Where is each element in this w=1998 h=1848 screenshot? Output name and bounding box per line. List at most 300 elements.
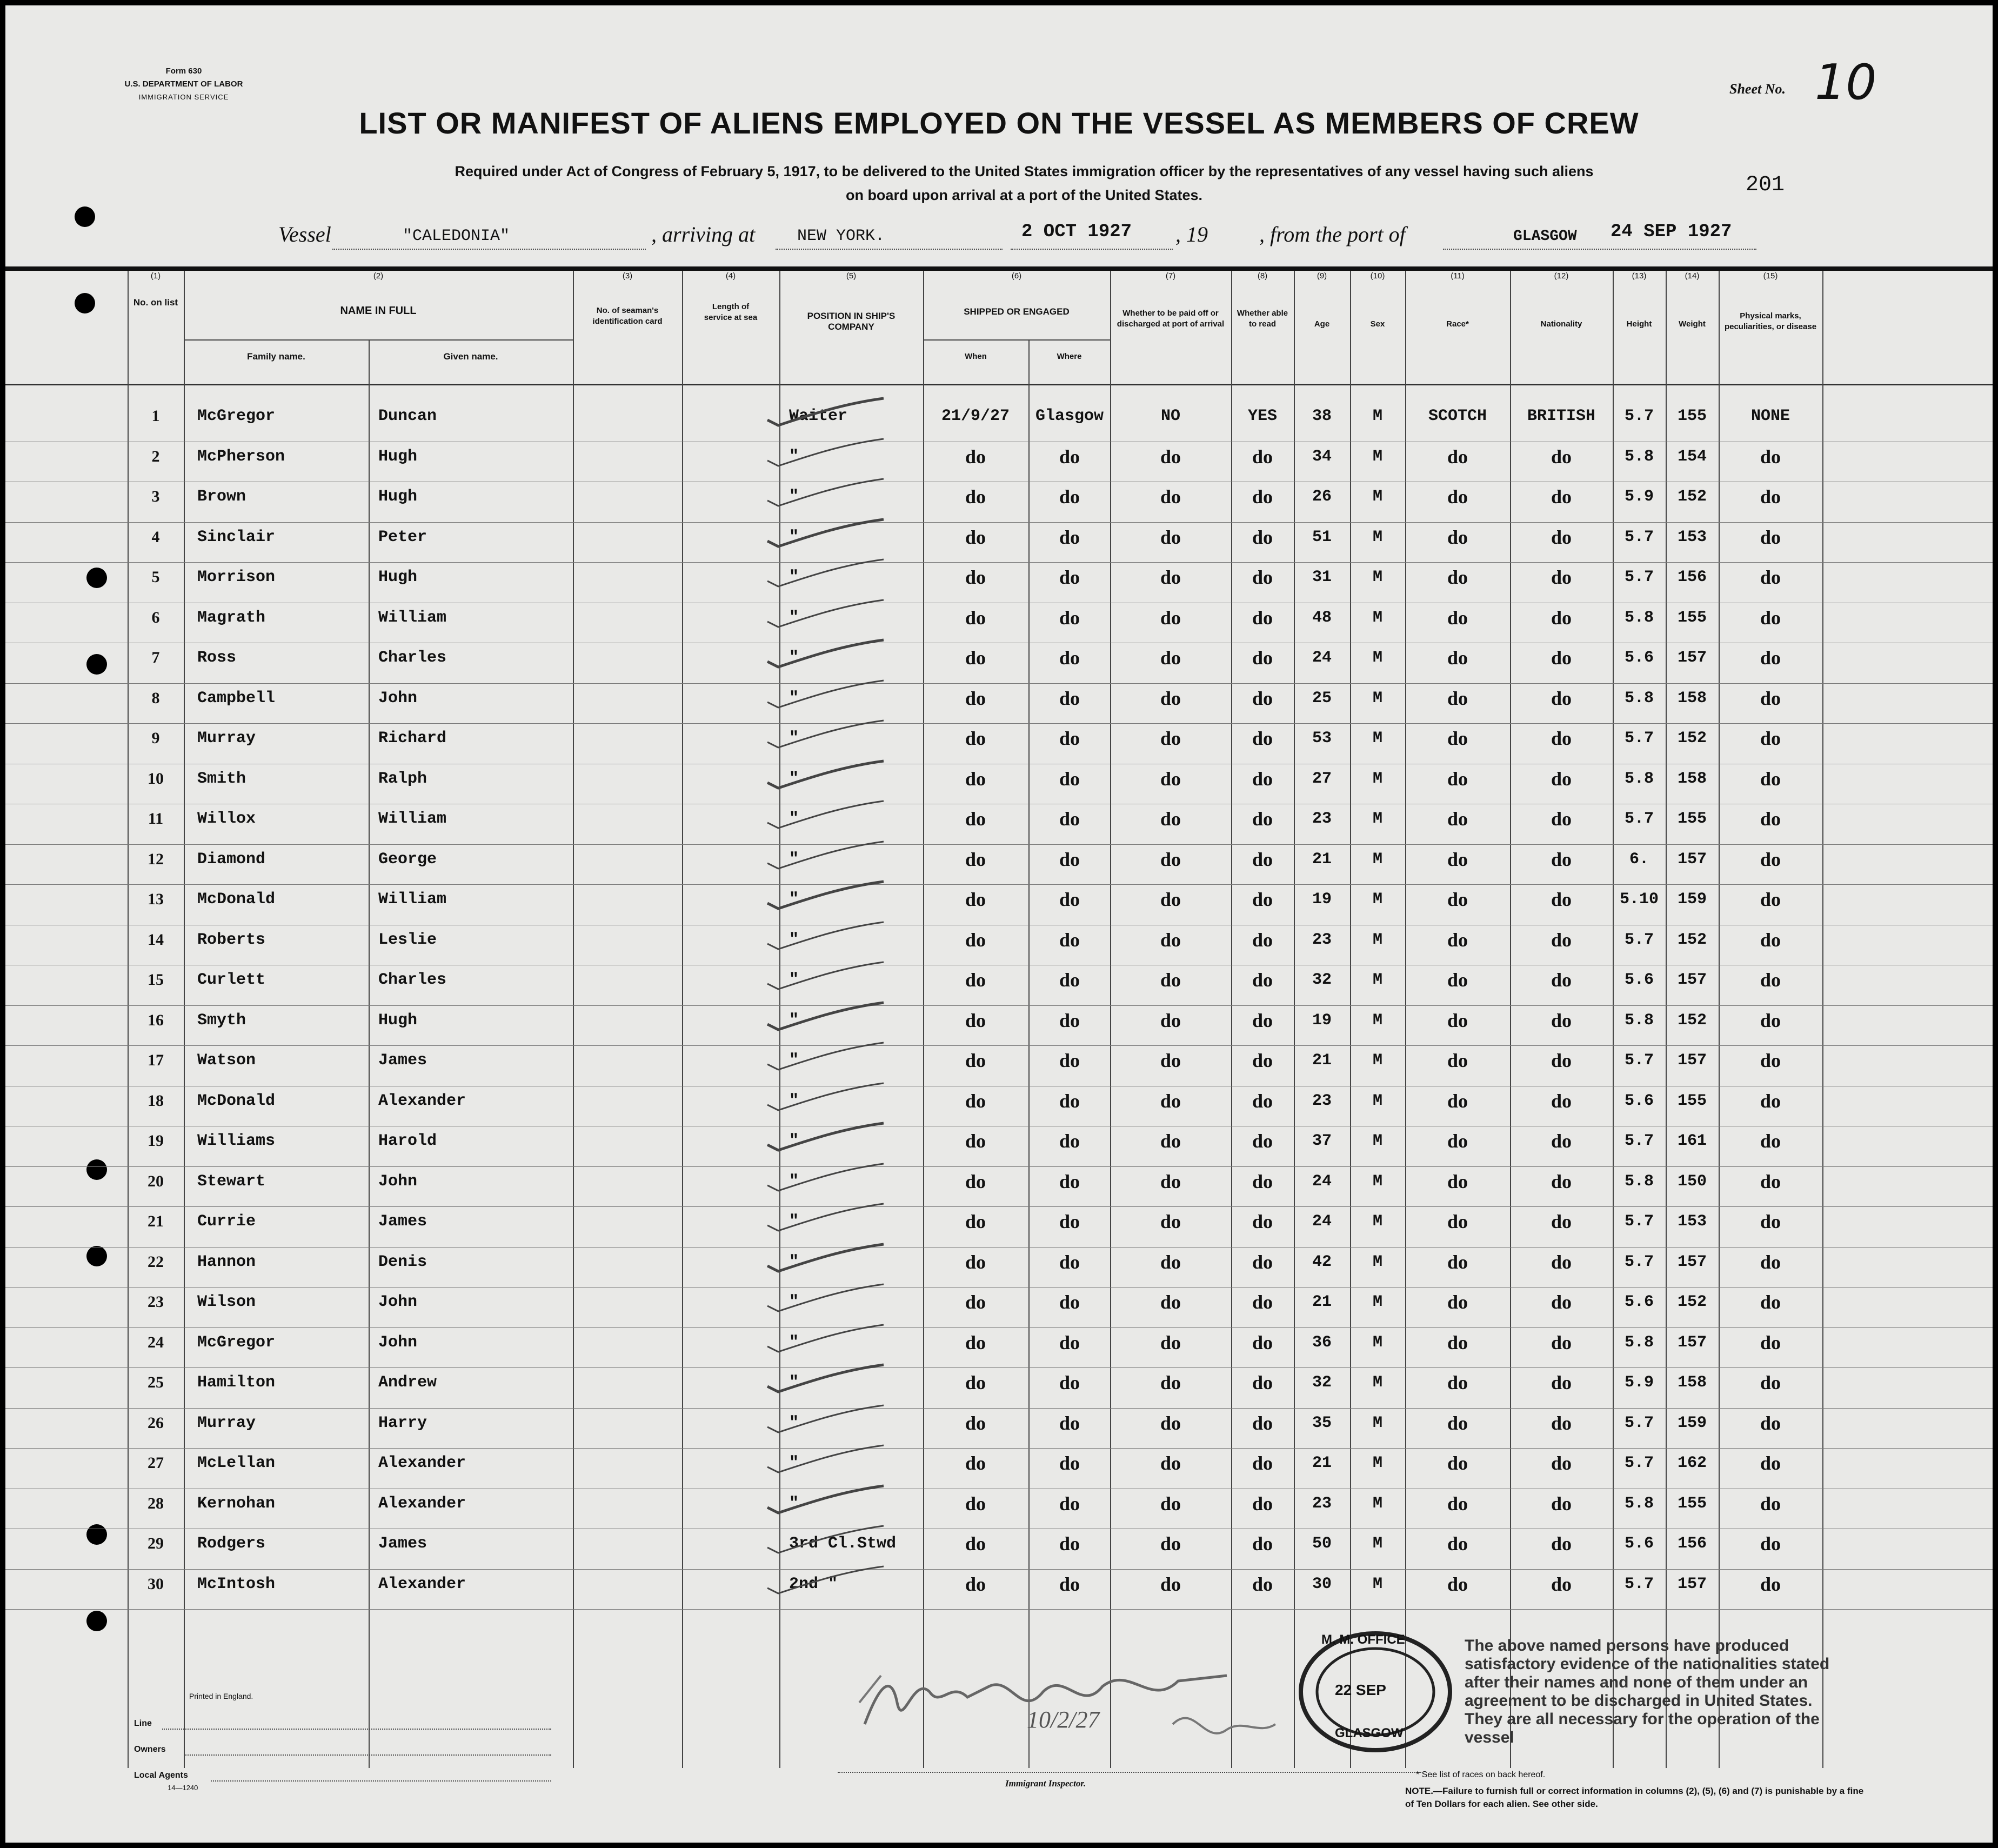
cell-height: 5.8: [1624, 1172, 1654, 1191]
pencil-check-icon: [762, 1403, 886, 1435]
cell-no: 2: [151, 447, 160, 465]
cell-position: ": [789, 1051, 799, 1070]
header-length-service: Length of service at sea: [704, 302, 758, 322]
cell-when: do: [965, 1412, 986, 1434]
line-field: [162, 1729, 551, 1730]
cell-marks: do: [1760, 687, 1781, 709]
cell-weight: 157: [1677, 1051, 1707, 1070]
cell-marks: do: [1760, 848, 1781, 870]
arriving-label: , arriving at: [651, 222, 756, 246]
pencil-check-icon: [762, 959, 886, 992]
cell-weight: 159: [1677, 1413, 1707, 1432]
cell-paid: do: [1160, 1291, 1181, 1313]
cell-when: do: [965, 768, 986, 790]
cell-marks: do: [1760, 1009, 1781, 1031]
cell-marks: do: [1760, 1573, 1781, 1595]
cell-height: 5.7: [1624, 528, 1654, 546]
cell-paid: NO: [1160, 407, 1180, 425]
pencil-check-icon: [762, 1201, 886, 1233]
cell-given: Charles: [378, 649, 447, 667]
cell-height: 5.7: [1624, 1413, 1654, 1432]
cell-paid: do: [1160, 526, 1181, 548]
cell-where: do: [1059, 1251, 1080, 1273]
cell-nationality: do: [1551, 889, 1572, 910]
cell-family: Curlett: [197, 971, 266, 989]
cell-weight: 158: [1677, 1373, 1707, 1392]
header-height: Height: [1626, 319, 1652, 329]
cell-no: 8: [151, 689, 160, 707]
cell-height: 5.7: [1624, 930, 1654, 949]
from-port-label: , from the port of: [1259, 222, 1406, 246]
cell-read: do: [1252, 929, 1273, 951]
cell-nationality: do: [1551, 1251, 1572, 1273]
row-rule: [5, 1609, 1993, 1610]
owners-label: Owners: [134, 1745, 166, 1754]
header-age: Age: [1314, 319, 1330, 329]
cell-family: McDonald: [197, 890, 276, 909]
cell-family: Hamilton: [197, 1373, 276, 1392]
header-given-name: Given name.: [443, 351, 498, 362]
pencil-check-icon: [762, 436, 886, 469]
cell-weight: 153: [1677, 1212, 1707, 1231]
pencil-check-icon: [762, 1523, 886, 1556]
cell-position: ": [789, 1132, 799, 1150]
cell-read: do: [1252, 486, 1273, 508]
cell-marks: do: [1760, 1452, 1781, 1474]
cell-sex: M: [1372, 608, 1382, 627]
cell-when: do: [965, 1009, 986, 1031]
cell-age: 42: [1312, 1252, 1332, 1271]
pencil-check-icon: [762, 678, 886, 710]
cell-race: do: [1447, 687, 1468, 709]
cell-where: Glasgow: [1035, 407, 1104, 425]
row-rule: [5, 1045, 1993, 1046]
cell-age: 19: [1312, 1011, 1332, 1030]
cell-where: do: [1059, 566, 1080, 588]
pencil-check-icon: [762, 758, 886, 791]
cell-paid: do: [1160, 969, 1181, 991]
cell-height: 5.7: [1624, 729, 1654, 748]
col-num-11: (11): [1451, 271, 1465, 281]
cell-where: do: [1059, 1372, 1080, 1393]
cell-weight: 157: [1677, 1575, 1707, 1593]
cell-race: do: [1447, 929, 1468, 951]
cell-sex: M: [1372, 1535, 1382, 1553]
cell-given: Harold: [378, 1132, 437, 1150]
cell-read: do: [1252, 728, 1273, 749]
cell-family: Sinclair: [197, 528, 276, 546]
year-label: , 19: [1175, 222, 1208, 246]
cell-paid: do: [1160, 647, 1181, 669]
cell-paid: do: [1160, 1211, 1181, 1232]
arrival-date: 2 OCT 1927: [1021, 222, 1132, 242]
cell-paid: do: [1160, 1412, 1181, 1434]
cell-read: do: [1252, 808, 1273, 830]
form-header: [86, 65, 281, 104]
cell-sex: M: [1372, 1373, 1382, 1392]
cell-when: do: [965, 687, 986, 709]
punch-hole: [86, 654, 107, 675]
cell-where: do: [1059, 445, 1080, 468]
cell-weight: 156: [1677, 1535, 1707, 1553]
cell-given: John: [378, 1172, 418, 1191]
cell-family: Smyth: [197, 1011, 246, 1030]
cell-marks: do: [1760, 1331, 1781, 1353]
cell-weight: 152: [1677, 729, 1707, 748]
cell-no: 1: [151, 407, 160, 425]
header-seaman-card: No. of seaman's identification card: [592, 306, 663, 326]
cell-marks: do: [1760, 1372, 1781, 1393]
cell-position: ": [789, 1091, 799, 1110]
cell-where: do: [1059, 1009, 1080, 1031]
cell-race: do: [1447, 1412, 1468, 1434]
cell-position: ": [789, 930, 799, 949]
cell-given: Denis: [378, 1252, 427, 1271]
cell-read: do: [1252, 1412, 1273, 1434]
vessel-name: "CALEDONIA": [403, 227, 510, 245]
cell-age: 32: [1312, 1373, 1332, 1392]
cell-marks: do: [1760, 1492, 1781, 1515]
cell-sex: M: [1372, 1051, 1382, 1070]
cell-when: do: [965, 808, 986, 830]
row-rule: [5, 884, 1993, 885]
cell-sex: M: [1372, 769, 1382, 788]
cell-read: do: [1252, 1170, 1273, 1192]
cell-height: 5.9: [1624, 488, 1654, 506]
cell-weight: 152: [1677, 488, 1707, 506]
cell-age: 23: [1312, 1494, 1332, 1513]
cell-position: ": [789, 1454, 799, 1472]
cell-family: Ross: [197, 649, 237, 667]
pencil-check-icon: [762, 1080, 886, 1113]
cell-age: 32: [1312, 971, 1332, 989]
cell-read: do: [1252, 1130, 1273, 1152]
col-divider: [1822, 271, 1823, 1768]
cell-paid: do: [1160, 606, 1181, 629]
cell-race: do: [1447, 566, 1468, 588]
cell-position: ": [789, 649, 799, 667]
cell-paid: do: [1160, 808, 1181, 830]
cell-read: do: [1252, 1009, 1273, 1031]
cell-when: do: [965, 526, 986, 548]
cell-sex: M: [1372, 1575, 1382, 1593]
header-position: POSITION IN SHIP'S COMPANY: [807, 311, 896, 332]
cell-nationality: do: [1551, 566, 1572, 588]
cell-age: 19: [1312, 890, 1332, 909]
date-dots: [1011, 249, 1173, 250]
cell-race: do: [1447, 808, 1468, 830]
col-num-1: (1): [150, 271, 161, 281]
cell-age: 25: [1312, 689, 1332, 708]
cell-marks: do: [1760, 606, 1781, 629]
row-rule: [5, 1448, 1993, 1449]
cell-nationality: do: [1551, 1130, 1572, 1152]
cell-nationality: do: [1551, 606, 1572, 629]
pencil-check-icon: [762, 597, 886, 630]
cell-given: Alexander: [378, 1454, 466, 1472]
cell-height: 5.7: [1624, 568, 1654, 586]
pencil-check-icon: [762, 476, 886, 509]
pencil-check-icon: [762, 396, 886, 428]
cell-nationality: do: [1551, 1573, 1572, 1595]
cell-age: 36: [1312, 1333, 1332, 1352]
cell-sex: M: [1372, 689, 1382, 708]
cell-nationality: do: [1551, 1533, 1572, 1555]
col-num-3: (3): [622, 271, 633, 281]
arrival-dots: [776, 249, 1003, 250]
cell-given: James: [378, 1212, 427, 1231]
cell-weight: 152: [1677, 1011, 1707, 1030]
cell-sex: M: [1372, 729, 1382, 748]
cell-height: 5.7: [1624, 1454, 1654, 1472]
cell-sex: M: [1372, 1333, 1382, 1352]
cell-when: do: [965, 1452, 986, 1474]
pencil-check-icon: [762, 1282, 886, 1314]
cell-age: 30: [1312, 1575, 1332, 1593]
cell-marks: do: [1760, 929, 1781, 951]
cell-nationality: do: [1551, 1331, 1572, 1353]
cell-sex: M: [1372, 890, 1382, 909]
cell-when: do: [965, 1050, 986, 1071]
cell-paid: do: [1160, 728, 1181, 749]
signature-date: 10/2/27: [1027, 1706, 1100, 1733]
header-race: Race*: [1446, 319, 1469, 329]
cell-family: McGregor: [197, 1333, 276, 1352]
cell-read: do: [1252, 1492, 1273, 1515]
cell-age: 23: [1312, 930, 1332, 949]
vessel-dots: [332, 249, 646, 250]
header-when: When: [965, 352, 987, 361]
cell-paid: do: [1160, 1170, 1181, 1192]
cell-family: Willox: [197, 810, 256, 828]
cell-no: 19: [148, 1132, 164, 1150]
cell-age: 21: [1312, 1051, 1332, 1070]
race-note: * See list of races on back hereof.: [1416, 1770, 1546, 1779]
cell-height: 5.8: [1624, 689, 1654, 708]
cell-marks: do: [1760, 1251, 1781, 1273]
cell-read: do: [1252, 848, 1273, 870]
cell-race: do: [1447, 1372, 1468, 1393]
cell-read: do: [1252, 1251, 1273, 1273]
cell-race: do: [1447, 1573, 1468, 1595]
cell-family: McPherson: [197, 447, 285, 466]
cell-marks: do: [1760, 647, 1781, 669]
header-paid-off: Whether to be paid off or discharged at port of arrival: [1117, 309, 1225, 329]
cell-given: Peter: [378, 528, 427, 546]
cell-paid: do: [1160, 1050, 1181, 1071]
pencil-check-icon: [762, 798, 886, 831]
cell-paid: do: [1160, 1090, 1181, 1112]
cell-where: do: [1059, 969, 1080, 991]
cell-height: 5.7: [1624, 1132, 1654, 1150]
cell-weight: 155: [1677, 407, 1707, 425]
header-bottom-rule: [5, 384, 1993, 385]
subtitle-line-1: Required under Act of Congress of February 5, 1917, to be delivered to the United States immigration officer by the representatives of any vessel having such aliens: [455, 163, 1594, 179]
cell-when: do: [965, 1251, 986, 1273]
cell-sex: M: [1372, 1454, 1382, 1472]
cell-sex: M: [1372, 1293, 1382, 1311]
cell-where: do: [1059, 1573, 1080, 1595]
row-rule: [5, 1206, 1993, 1207]
cell-paid: do: [1160, 1251, 1181, 1273]
cell-read: do: [1252, 1452, 1273, 1474]
cell-paid: do: [1160, 1573, 1181, 1595]
punch-hole: [86, 1524, 107, 1545]
header-sex: Sex: [1370, 319, 1385, 329]
cell-height: 5.8: [1624, 447, 1654, 466]
cell-marks: do: [1760, 889, 1781, 910]
cell-weight: 154: [1677, 447, 1707, 466]
cell-paid: do: [1160, 486, 1181, 508]
cell-paid: do: [1160, 566, 1181, 588]
cell-marks: do: [1760, 1533, 1781, 1555]
cell-paid: do: [1160, 929, 1181, 951]
cell-where: do: [1059, 647, 1080, 669]
cell-no: 27: [148, 1454, 164, 1472]
cell-nationality: do: [1551, 1050, 1572, 1071]
cell-when: do: [965, 848, 986, 870]
cell-weight: 157: [1677, 850, 1707, 869]
cell-family: Williams: [197, 1132, 276, 1150]
cell-position: Waiter: [789, 407, 848, 425]
cell-where: do: [1059, 1090, 1080, 1112]
cell-given: Leslie: [378, 930, 437, 949]
cell-weight: 162: [1677, 1454, 1707, 1472]
cell-read: do: [1252, 1090, 1273, 1112]
col-num-14: (14): [1685, 271, 1700, 281]
row-rule: [5, 1408, 1993, 1409]
cell-weight: 153: [1677, 528, 1707, 546]
cell-height: 5.6: [1624, 1091, 1654, 1110]
cell-position: ": [789, 810, 799, 828]
cell-where: do: [1059, 1412, 1080, 1434]
sheet-label: Sheet No.: [1729, 81, 1786, 97]
cell-when: do: [965, 1291, 986, 1313]
agents-code: 14—1240: [168, 1784, 198, 1792]
cell-given: Hugh: [378, 1011, 418, 1030]
cell-given: Charles: [378, 971, 447, 989]
cell-nationality: do: [1551, 1291, 1572, 1313]
cell-read: YES: [1247, 407, 1277, 425]
cell-family: Wilson: [197, 1293, 256, 1311]
cell-paid: do: [1160, 1372, 1181, 1393]
cell-position: ": [789, 1252, 799, 1271]
cell-nationality: do: [1551, 1009, 1572, 1031]
cell-when: do: [965, 889, 986, 910]
col-num-15: (15): [1763, 271, 1778, 281]
cell-nationality: do: [1551, 647, 1572, 669]
cell-given: John: [378, 1293, 418, 1311]
cell-sex: M: [1372, 1212, 1382, 1231]
cell-when: do: [965, 1331, 986, 1353]
row-rule: [5, 1327, 1993, 1328]
cell-family: Murray: [197, 729, 256, 748]
cell-when: do: [965, 647, 986, 669]
cell-no: 18: [148, 1091, 164, 1110]
cell-read: do: [1252, 647, 1273, 669]
cell-nationality: do: [1551, 526, 1572, 548]
shipped-subheader-rule: [923, 339, 1110, 341]
cell-family: Morrison: [197, 568, 276, 586]
cell-height: 5.8: [1624, 1333, 1654, 1352]
cell-given: Ralph: [378, 769, 427, 788]
cell-when: do: [965, 929, 986, 951]
cell-paid: do: [1160, 848, 1181, 870]
pencil-check-icon: [762, 1322, 886, 1355]
cell-given: George: [378, 850, 437, 869]
row-rule: [5, 1005, 1993, 1006]
cell-family: McDonald: [197, 1091, 276, 1110]
cell-nationality: do: [1551, 768, 1572, 790]
cell-family: Diamond: [197, 850, 266, 869]
inspector-signature: [848, 1643, 1292, 1767]
cell-height: 5.8: [1624, 1011, 1654, 1030]
pencil-check-icon: [762, 557, 886, 589]
cell-no: 20: [148, 1172, 164, 1190]
cell-height: 5.6: [1624, 649, 1654, 667]
cell-race: do: [1447, 1090, 1468, 1112]
cell-family: Roberts: [197, 930, 266, 949]
cell-nationality: do: [1551, 808, 1572, 830]
punch-hole: [75, 293, 95, 313]
cell-family: Rodgers: [197, 1535, 266, 1553]
cell-marks: do: [1760, 1170, 1781, 1192]
cell-family: Currie: [197, 1212, 256, 1231]
cell-when: do: [965, 969, 986, 991]
row-rule: [5, 562, 1993, 563]
header-name-in-full: NAME IN FULL: [340, 305, 417, 317]
pencil-check-icon: [762, 1242, 886, 1274]
cell-where: do: [1059, 1452, 1080, 1474]
cell-age: 24: [1312, 649, 1332, 667]
cell-read: do: [1252, 566, 1273, 588]
punch-hole: [86, 568, 107, 588]
cell-sex: M: [1372, 1172, 1382, 1191]
form-number: Form 630: [165, 66, 202, 76]
sheet-number: 10: [1815, 54, 1877, 111]
header-family-name: Family name.: [247, 351, 305, 362]
cell-given: Hugh: [378, 488, 418, 506]
departure-date: 24 SEP 1927: [1611, 222, 1732, 242]
pencil-check-icon: [762, 919, 886, 952]
cell-height: 5.7: [1624, 1051, 1654, 1070]
cell-where: do: [1059, 486, 1080, 508]
punch-hole: [86, 1611, 107, 1631]
cell-paid: do: [1160, 1452, 1181, 1474]
pencil-check-icon: [762, 637, 886, 670]
cell-nationality: do: [1551, 969, 1572, 991]
cell-weight: 155: [1677, 1494, 1707, 1513]
cell-age: 34: [1312, 447, 1332, 466]
cell-read: do: [1252, 1533, 1273, 1555]
cell-race: do: [1447, 1251, 1468, 1273]
cell-weight: 157: [1677, 1252, 1707, 1271]
cell-family: Watson: [197, 1051, 256, 1070]
header-where: Where: [1057, 352, 1082, 361]
cell-position: ": [789, 890, 799, 909]
header-nationality: Nationality: [1540, 319, 1582, 329]
cell-given: Alexander: [378, 1494, 466, 1513]
cell-position: ": [789, 568, 799, 586]
cell-no: 7: [151, 649, 160, 666]
cell-sex: M: [1372, 1494, 1382, 1513]
cell-read: do: [1252, 687, 1273, 709]
cell-weight: 152: [1677, 930, 1707, 949]
cell-age: 26: [1312, 488, 1332, 506]
row-rule: [5, 1569, 1993, 1570]
cell-no: 29: [148, 1535, 164, 1552]
cell-read: do: [1252, 1331, 1273, 1353]
